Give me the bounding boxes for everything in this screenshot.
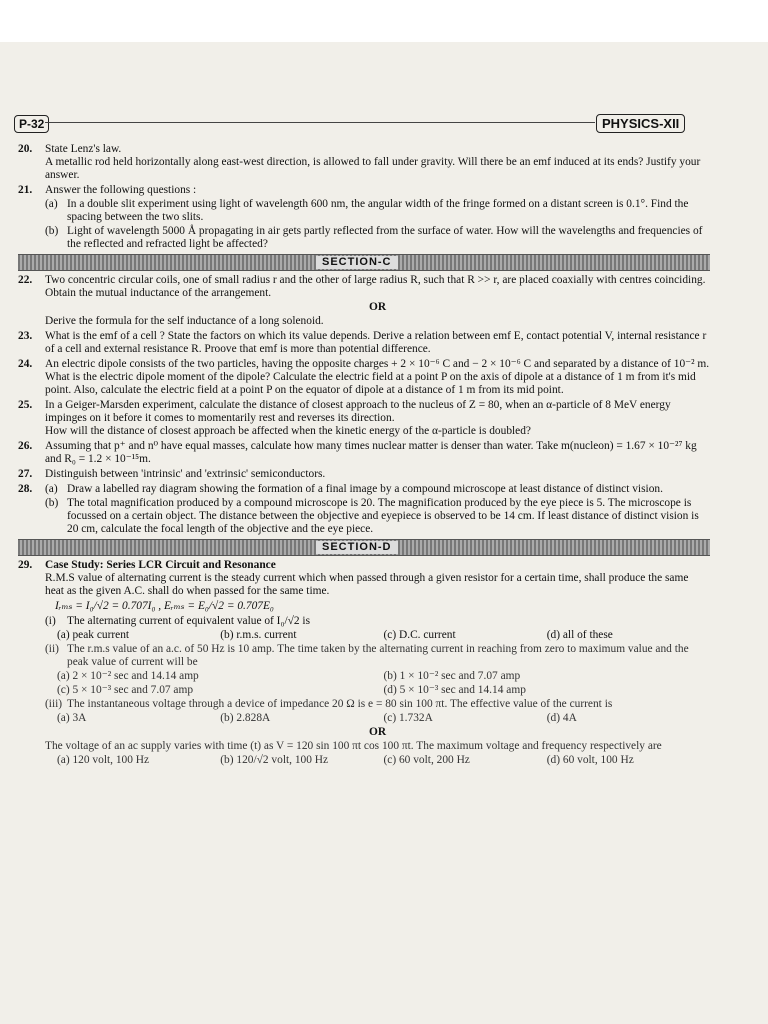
sub-question-a: (a) Draw a labelled ray diagram showing the formation of a final image by a compound microscope at least distance of distinct vision. <box>45 483 663 495</box>
option: (a) 3A <box>57 712 87 724</box>
page-top-margin <box>0 0 768 46</box>
sub-question-ii: (ii) The r.m.s value of an a.c. of 50 Hz is 10 amp. The time taken by the alternating current in reaching from zero to maximum value and the peak value of current will be <box>45 643 689 668</box>
page-number: P-32 <box>14 115 49 133</box>
question-22: 22. Two concentric circular coils, one of small radius r and the other of large radius R, such that R >> r, are placed coaxially with centres coinciding. Obtain the mutual inductance of the arrangement. OR Derive the formula for the self inductance of a long solenoid. <box>18 274 710 328</box>
alternate-question: The voltage of an ac supply varies with time (t) as V = 120 sin 100 πt cos 100 πt. The maximum voltage and frequency respectively are <box>45 740 662 752</box>
option: (d) 5 × 10⁻³ sec and 14.14 amp <box>383 684 526 696</box>
case-study-title: Case Study: Series LCR Circuit and Resonance <box>45 559 276 571</box>
or-divider: OR <box>368 301 387 313</box>
option: (c) D.C. current <box>383 629 456 641</box>
sub-question-i: (i) The alternating current of equivalent value of I₀/√2 is <box>45 615 311 627</box>
option: (d) 60 volt, 100 Hz <box>546 754 634 766</box>
subject-label: PHYSICS-XII <box>596 114 685 133</box>
sub-question-iii: (iii) The instantaneous voltage through a device of impedance 20 Ω is e = 80 sin 100 πt. The effective value of the current is <box>45 698 613 710</box>
option: (c) 1.732A <box>383 712 433 724</box>
question-25: 25. In a Geiger-Marsden experiment, calculate the distance of closest approach to the nucleus of Z = 80, when an α-particle of 8 MeV energy impinges on it before it comes to momentarily rest and reverses its direction. How will the distance of closest approach be affected when the kinetic energy of the α-particle is doubled? <box>18 399 710 438</box>
option: (a) peak current <box>57 629 130 641</box>
question-text: What is the emf of a cell ? State the factors on which its value depends. Derive a relation between emf E, contact potential V, internal resistance r of a cell and external resistance R. Proove that emf is more than potential difference. <box>45 330 707 355</box>
option: (b) 2.828A <box>220 712 271 724</box>
question-text-2: How will the distance of closest approach be affected when the kinetic energy of the α-particle is doubled? <box>45 425 531 437</box>
option: (b) 120/√2 volt, 100 Hz <box>220 754 329 766</box>
option: (d) all of these <box>546 629 613 641</box>
rms-formula: Iᵣₘₛ = I₀/√2 = 0.707I₀ , Eᵣₘₛ = E₀/√2 = 0.707E₀ <box>55 600 274 612</box>
question-23: 23. What is the emf of a cell ? State the factors on which its value depends. Derive a relation between emf E, contact potential V, internal resistance r of a cell and external resistance R. Proove that emf is more than potential difference. <box>18 330 710 356</box>
options-i <box>45 629 710 642</box>
question-title: Answer the following questions : <box>45 184 197 196</box>
option: (a) 2 × 10⁻² sec and 14.14 amp <box>57 670 199 682</box>
alternate-question: Derive the formula for the self inductance of a long solenoid. <box>45 315 324 327</box>
question-text: Two concentric circular coils, one of small radius r and the other of large radius R, such that R >> r, are placed coaxially with centres coinciding. Obtain the mutual inductance of the arrangement. <box>45 274 706 299</box>
options-ii-row2 <box>45 684 710 697</box>
sub-question-a: (a) In a double slit experiment using light of wavelength 600 nm, the angular width of the fringe formed on a distant screen is 0.1°. Find the spacing between the two slits. <box>45 198 689 223</box>
option: (b) r.m.s. current <box>220 629 297 641</box>
question-list <box>18 143 710 769</box>
question-text: A metallic rod held horizontally along east-west direction, is allowed to fall under gravity. Will there be an emf induced at its ends? Justify your answer. <box>45 156 701 181</box>
question-text: In a Geiger-Marsden experiment, calculate the distance of closest approach to the nucleus of Z = 80, when an α-particle of 8 MeV energy impinges on it before it comes to momentarily rest and reverses its direction. <box>45 399 671 424</box>
question-text: An electric dipole consists of the two particles, having the opposite charges + 2 × 10⁻⁶ C and − 2 × 10⁻⁶ C and separated by a distance of 10⁻² m. What is the electric dipole moment of the dipole? Calculate the electric field at a point P on the axis of dipole at a distance of 1 m from it's mid point. Also, calculate the electric field at a point P on the equator of dipole at a distance of 1 m from its mid point. <box>45 358 710 396</box>
question-29: 29. Case Study: Series LCR Circuit and Resonance R.M.S value of alternating current is the steady current which when passed through a given resistor for a certain time, shall produce the same heat as the given A.C. shall do when passed for the same time. Iᵣₘₛ = I₀/√2 = 0.707I₀ , Eᵣₘₛ = E₀/√2 = 0.707E₀ (i) The alternating current of equivalent value of I₀/√2 is (a) peak current (b) r.m.s. current (c) D.C. current (d) all of these (ii) The r.m.s value of an a.c. of 50 Hz is 10 amp. The time taken by the alternating current in reaching from zero to maximum value and the peak value of current will be (a) 2 × 10⁻² sec and 14.14 amp (b) 1 × 10⁻² sec and 7.07 amp (c) 5 × 10⁻³ sec and 7.07 amp (d) 5 × 10⁻³ sec and 14.14 amp (iii) The instantaneous voltage through a device of impedance 20 Ω is e = 80 sin 100 πt. The effective value of the current is (a) 3A (b) 2.828A (c) 1.732A (d) 4A OR The voltage of an ac supply varies with time (t) as V = 120 sin 100 πt cos 100 πt. The maximum voltage and frequency respectively are (a) 120 volt, 100 Hz (b) 120/√2 volt, 100 Hz (c) 60 volt, 200 Hz (d) 60 volt, 100 Hz <box>18 559 710 767</box>
options-ii-row1 <box>45 670 710 683</box>
option: (a) 120 volt, 100 Hz <box>57 754 150 766</box>
options-alt <box>45 754 710 767</box>
question-title: State Lenz's law. <box>45 143 122 155</box>
section-d-banner: SECTION-D <box>18 539 710 556</box>
option: (b) 1 × 10⁻² sec and 7.07 amp <box>383 670 521 682</box>
options-iii <box>45 712 710 725</box>
sub-question-b: (b) Light of wavelength 5000 Å propagating in air gets partly reflected from the surface of water. How will the wavelengths and frequencies of the reflected and refracted light be affected? <box>45 225 703 250</box>
option: (c) 5 × 10⁻³ sec and 7.07 amp <box>57 684 194 696</box>
option: (c) 60 volt, 200 Hz <box>383 754 470 766</box>
header-rule <box>45 122 595 123</box>
question-text: Distinguish between 'intrinsic' and 'extrinsic' semiconductors. <box>45 468 326 480</box>
option: (d) 4A <box>546 712 577 724</box>
question-20: 20. State Lenz's law. A metallic rod held horizontally along east-west direction, is allowed to fall under gravity. Will there be an emf induced at its ends? Justify your answer. <box>18 143 710 182</box>
or-divider: OR <box>368 726 387 738</box>
question-28: 28. (a) Draw a labelled ray diagram showing the formation of a final image by a compound microscope at least distance of distinct vision. (b) The total magnification produced by a compound microscope is 20. The magnification produced by the eye piece is 5. The microscope is focussed on a certain object. The distance between the objective and eyepiece is observed to be 14 cm. If least distance of distinct vision is 20 cm, calculate the focal length of the objective and the eye piece. <box>18 483 710 536</box>
sub-question-b: (b) The total magnification produced by a compound microscope is 20. The magnification produced by the eye piece is 5. The microscope is focussed on a certain object. The distance between the objective and eyepiece is observed to be 14 cm. If least distance of distinct vision is 20 cm, calculate the focal length of the objective and the eye piece. <box>45 497 699 535</box>
question-24: 24. An electric dipole consists of the two particles, having the opposite charges + 2 × 10⁻⁶ C and − 2 × 10⁻⁶ C and separated by a distance of 10⁻² m. What is the electric dipole moment of the dipole? Calculate the electric field at a point P on the axis of dipole at a distance of 1 m from it's mid point. Also, calculate the electric field at a point P on the equator of dipole at a distance of 1 m from its mid point. <box>18 358 710 396</box>
case-study-text: R.M.S value of alternating current is the steady current which when passed through a given resistor for a certain time, shall produce the same heat as the given A.C. shall do when passed for the same time. <box>45 572 689 597</box>
section-c-banner: SECTION-C <box>18 254 710 271</box>
question-21: 21. Answer the following questions : (a) In a double slit experiment using light of wavelength 600 nm, the angular width of the fringe formed on a distant screen is 0.1°. Find the spacing between the two slits. (b) Light of wavelength 5000 Å propagating in air gets partly reflected from the surface of water. How will the wavelengths and frequencies of the reflected and refracted light be affected? <box>18 184 710 251</box>
question-26: 26. Assuming that p⁺ and n⁰ have equal masses, calculate how many times nuclear matter is denser than water. Take m(nucleon) = 1.67 × 10⁻²⁷ kg and R₀ = 1.2 × 10⁻¹⁵m. <box>18 440 710 466</box>
question-27: 27. Distinguish between 'intrinsic' and 'extrinsic' semiconductors. <box>18 468 710 481</box>
question-text: Assuming that p⁺ and n⁰ have equal masses, calculate how many times nuclear matter is denser than water. Take m(nucleon) = 1.67 × 10⁻²⁷ kg and R₀ = 1.2 × 10⁻¹⁵m. <box>45 440 697 465</box>
